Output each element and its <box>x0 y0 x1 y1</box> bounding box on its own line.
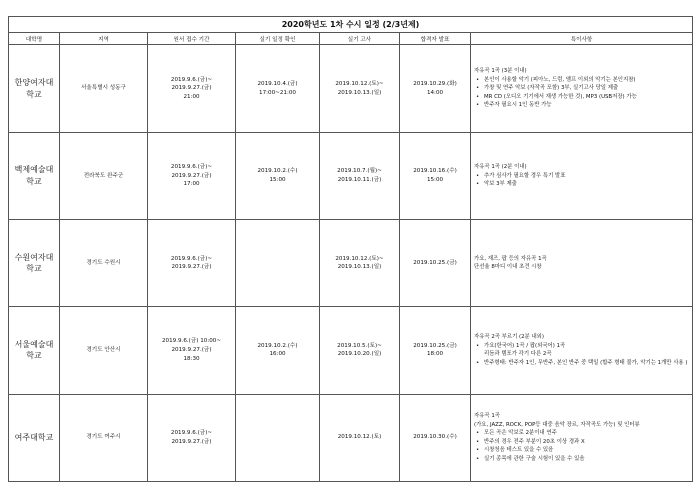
practical-exam-line: 2019.10.5.(토)~ <box>337 342 382 349</box>
header-row <box>9 32 693 45</box>
announcement <box>400 394 471 481</box>
announcement-line: 15:00 <box>426 176 444 183</box>
table-row <box>9 307 693 394</box>
practical-exam-line: 2019.10.13.(일) <box>337 264 382 271</box>
application-period-line: 18:30 <box>183 355 200 362</box>
application-period <box>148 394 236 481</box>
table-row <box>9 394 693 481</box>
application-period-line: 2019.9.6.(금)~ <box>170 255 213 262</box>
practical-exam-line: 2019.10.7.(월)~ <box>337 168 382 175</box>
application-period-line: 2019.9.27.(금) <box>171 172 212 179</box>
notes-item: • 실기 종목에 관한 구술 시험이 있을 수 있음 <box>474 455 689 464</box>
notes-cell <box>471 307 693 394</box>
notes-item: • 반주형태: 반주자 1인, 무반주, 본인 반주 중 택일 (합주 형태 불가, 악기는 1개만 사용 ) <box>474 359 689 368</box>
announcement-line: 2019.10.30.(수) <box>413 434 457 441</box>
notes-list <box>474 342 689 368</box>
university-name: 여주대학교 <box>9 394 60 481</box>
practical-exam-line: 2019.10.13.(일) <box>337 89 382 96</box>
practical-check-line: 2019.10.4.(금) <box>257 80 298 87</box>
practical-exam <box>320 132 400 219</box>
application-period-line: 2019.9.6.(금)~ <box>170 430 213 437</box>
application-period-line: 2019.9.27.(금) <box>171 347 212 354</box>
table-title: 2020학년도 1차 수시 일정 (2/3년제) <box>9 17 693 33</box>
notes-list <box>474 76 689 111</box>
practical-check <box>236 394 320 481</box>
application-period-line: 2019.9.27.(금) <box>171 85 212 92</box>
announcement <box>400 132 471 219</box>
practical-check <box>236 220 320 307</box>
application-period <box>148 132 236 219</box>
notes-intro: 단선율 8마디 이내 초견 시창 <box>474 264 542 271</box>
application-period-line: 21:00 <box>183 93 200 100</box>
application-period-line: 2019.9.27.(금) <box>171 438 212 445</box>
notes-item: • 가창 및 연주 악보 (자작곡 포함) 3부, 실기고사 당일 제출 <box>474 84 689 93</box>
announcement-line: 2019.10.25.(금) <box>413 342 457 349</box>
practical-exam <box>320 220 400 307</box>
region: 서울특별시 성동구 <box>60 45 148 132</box>
notes-intro: 가요, 재즈, 팝 등의 자유곡 1곡 <box>474 255 547 262</box>
notes-item: • 본인이 사용할 악기 (피아노, 드럼, 앰프 이외의 악기는 본인지참) <box>474 76 689 85</box>
announcement-line: 2019.10.25.(금) <box>413 259 457 266</box>
header-university: 대학명 <box>9 32 60 45</box>
announcement <box>400 45 471 132</box>
announcement-line: 14:00 <box>426 89 444 96</box>
region: 경기도 수원시 <box>60 220 148 307</box>
university-name: 한양여자대학교 <box>9 45 60 132</box>
notes-item: • 가요(한국어) 1곡 / 팝(외국어) 1곡 리듬과 템포가 각기 다른 2곡 <box>474 342 689 359</box>
practical-check-line: 16:00 <box>269 351 286 358</box>
notes-intro: 자유곡 1곡 <box>474 412 500 419</box>
practical-exam <box>320 45 400 132</box>
notes-item: • MR CD (오디오 기기에서 재생 가능한 것), MP3 (USB저장) 가능 <box>474 93 689 102</box>
region: 경기도 안산시 <box>60 307 148 394</box>
header-region: 지역 <box>60 32 148 45</box>
practical-check <box>236 307 320 394</box>
practical-exam-line: 2019.10.11.(금) <box>337 176 382 183</box>
notes-item: • 모든 곡은 악보로 2분이내 연주 <box>474 429 689 438</box>
notes-list <box>474 172 689 189</box>
announcement <box>400 307 471 394</box>
practical-exam <box>320 307 400 394</box>
notes-intro: 자유곡 2곡 부르기 (2분 내외) <box>474 334 544 341</box>
application-period-line: 2019.9.6.(금) 10:00~ <box>161 338 222 345</box>
notes-intro: (가요, JAZZ, ROCK, POP등 대중 음악 장르, 자작곡도 가능) 및 인터뷰 <box>474 421 640 428</box>
practical-check-line: 17:00~21:00 <box>259 89 296 96</box>
notes-cell <box>471 220 693 307</box>
university-name: 백제예술대학교 <box>9 132 60 219</box>
table-row <box>9 220 693 307</box>
practical-exam-line: 2019.10.12.(토) <box>337 434 382 441</box>
practical-exam-line: 2019.10.12.(토)~ <box>335 255 384 262</box>
university-name: 수원여자대학교 <box>9 220 60 307</box>
notes-intro: 자유곡 1곡 (2분 이내) <box>474 163 527 170</box>
practical-exam-line: 2019.10.12.(토)~ <box>335 80 384 87</box>
practical-check-line: 15:00 <box>269 176 286 183</box>
header-notes: 특이사항 <box>471 32 693 45</box>
practical-check <box>236 132 320 219</box>
application-period <box>148 45 236 132</box>
header-practical-check: 실기 일정 확인 <box>236 32 320 45</box>
notes-cell <box>471 45 693 132</box>
notes-item: • 추가 심사가 필요할 경우 특기 발표 <box>474 172 689 181</box>
notes-item: • 시창청음 테스트 있을 수 있음 <box>474 446 689 455</box>
application-period-line: 2019.9.27.(금) <box>171 264 212 271</box>
practical-check-line: 2019.10.2.(수) <box>257 168 298 175</box>
notes-item: • 악보 3부 제출 <box>474 180 689 189</box>
region: 전라북도 완주군 <box>60 132 148 219</box>
table-row <box>9 45 693 132</box>
notes-item: • 반주의 경우 전주 부분이 20초 이상 경과 X <box>474 438 689 447</box>
practical-check <box>236 45 320 132</box>
practical-exam-line: 2019.10.20.(일) <box>337 351 382 358</box>
notes-list <box>474 429 689 464</box>
notes-cell <box>471 394 693 481</box>
announcement <box>400 220 471 307</box>
announcement-line: 18:00 <box>426 351 444 358</box>
announcement-line: 2019.10.16.(수) <box>413 168 457 175</box>
application-period-line: 2019.9.6.(금)~ <box>170 163 213 170</box>
region: 경기도 여주시 <box>60 394 148 481</box>
practical-exam <box>320 394 400 481</box>
notes-cell <box>471 132 693 219</box>
practical-check-line: 2019.10.2.(수) <box>257 342 298 349</box>
table-row <box>9 132 693 219</box>
header-announcement: 합격자 발표 <box>400 32 471 45</box>
application-period-line: 2019.9.6.(금)~ <box>170 76 213 83</box>
application-period-line: 17:00 <box>183 181 200 188</box>
application-period <box>148 307 236 394</box>
header-application-period: 원서 접수 기간 <box>148 32 236 45</box>
notes-item: • 반주자 필요시 1인 동반 가능 <box>474 101 689 110</box>
header-practical-exam: 실기 고사 <box>320 32 400 45</box>
application-period <box>148 220 236 307</box>
university-name: 서울예술대학교 <box>9 307 60 394</box>
schedule-table <box>8 16 693 482</box>
notes-intro: 자유곡 1곡 (3분 이내) <box>474 67 527 74</box>
announcement-line: 2019.10.29.(화) <box>413 80 457 87</box>
